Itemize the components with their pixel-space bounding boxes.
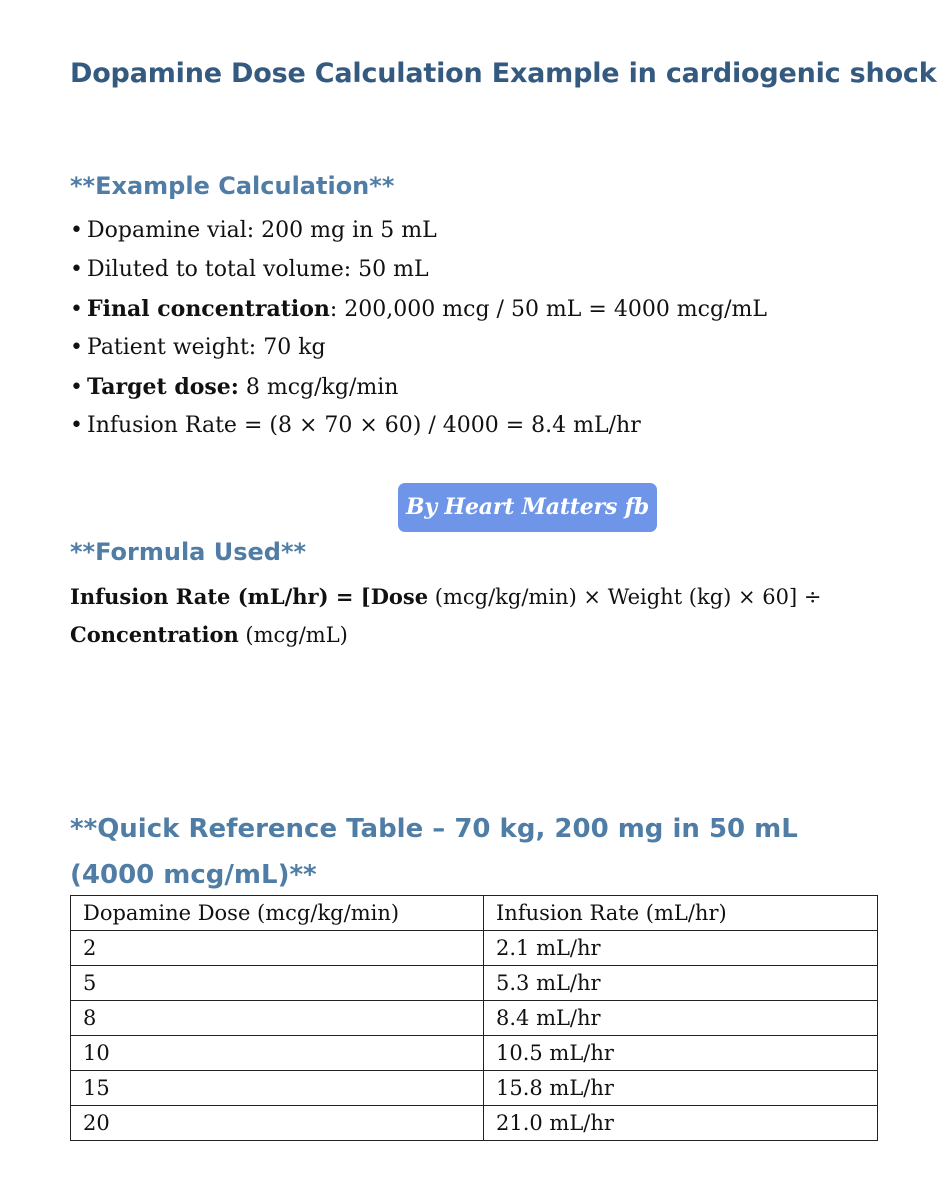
table-row — [71, 966, 878, 1001]
column-header-dose: Dopamine Dose (mcg/kg/min) — [71, 896, 484, 931]
bullet-bold-label: Target dose: — [87, 374, 239, 400]
dose-cell: 10 — [71, 1036, 484, 1071]
dose-cell: 8 — [71, 1001, 484, 1036]
example-calculation-heading: **Example Calculation** — [70, 172, 395, 200]
bullet-text: Patient weight: 70 kg — [87, 335, 326, 360]
rate-cell: 5.3 mL/hr — [484, 966, 878, 1001]
quick-reference-heading: **Quick Reference Table – 70 kg, 200 mg in 50 mL (4000 mcg/mL)** — [70, 814, 798, 890]
example-calculation-list — [70, 213, 767, 447]
rate-cell: 2.1 mL/hr — [484, 931, 878, 966]
rate-cell: 8.4 mL/hr — [484, 1001, 878, 1036]
table-row — [71, 1106, 878, 1141]
bullet-text: 8 mcg/kg/min — [238, 375, 399, 400]
table-row — [71, 1071, 878, 1106]
watermark-badge: By Heart Matters fb — [398, 483, 657, 532]
table-row — [71, 1036, 878, 1071]
dose-cell: 15 — [71, 1071, 484, 1106]
list-item — [70, 252, 767, 291]
table-row — [71, 931, 878, 966]
bullet-bold-label: Final concentration — [87, 296, 330, 322]
list-item — [70, 408, 767, 447]
bullet-icon: • — [70, 413, 83, 438]
bullet-text: : 200,000 mcg / 50 mL = 4000 mcg/mL — [329, 297, 767, 322]
bullet-icon: • — [70, 218, 83, 243]
list-item — [70, 291, 767, 330]
column-header-rate: Infusion Rate (mL/hr) — [484, 896, 878, 931]
dose-cell: 2 — [71, 931, 484, 966]
rate-cell: 15.8 mL/hr — [484, 1071, 878, 1106]
table-header-row — [71, 896, 878, 931]
quick-reference-table — [70, 895, 878, 1141]
bullet-text: Dopamine vial: 200 mg in 5 mL — [87, 218, 437, 243]
bullet-icon: • — [70, 257, 83, 282]
formula-part-bold: Infusion Rate (mL/hr) = [Dose — [70, 584, 429, 609]
bullet-icon: • — [70, 297, 83, 322]
list-item — [70, 369, 767, 408]
bullet-icon: • — [70, 335, 83, 360]
rate-cell: 10.5 mL/hr — [484, 1036, 878, 1071]
page-title: Dopamine Dose Calculation Example in cardiogenic shock — [70, 58, 937, 89]
dose-cell: 5 — [71, 966, 484, 1001]
list-item — [70, 330, 767, 369]
formula-part: (mcg/kg/min) × Weight (kg) × 60] ÷ — [428, 585, 822, 609]
formula-part-bold: Concentration — [70, 622, 239, 647]
formula-used-heading: **Formula Used** — [70, 538, 307, 566]
bullet-text: Diluted to total volume: 50 mL — [87, 257, 429, 282]
rate-cell: 21.0 mL/hr — [484, 1106, 878, 1141]
bullet-icon: • — [70, 375, 83, 400]
list-item — [70, 213, 767, 252]
table-row — [71, 1001, 878, 1036]
dose-cell: 20 — [71, 1106, 484, 1141]
bullet-text: Infusion Rate = (8 × 70 × 60) / 4000 = 8.4 mL/hr — [87, 413, 641, 438]
formula-part: (mcg/mL) — [238, 623, 348, 647]
formula-text — [70, 578, 850, 654]
